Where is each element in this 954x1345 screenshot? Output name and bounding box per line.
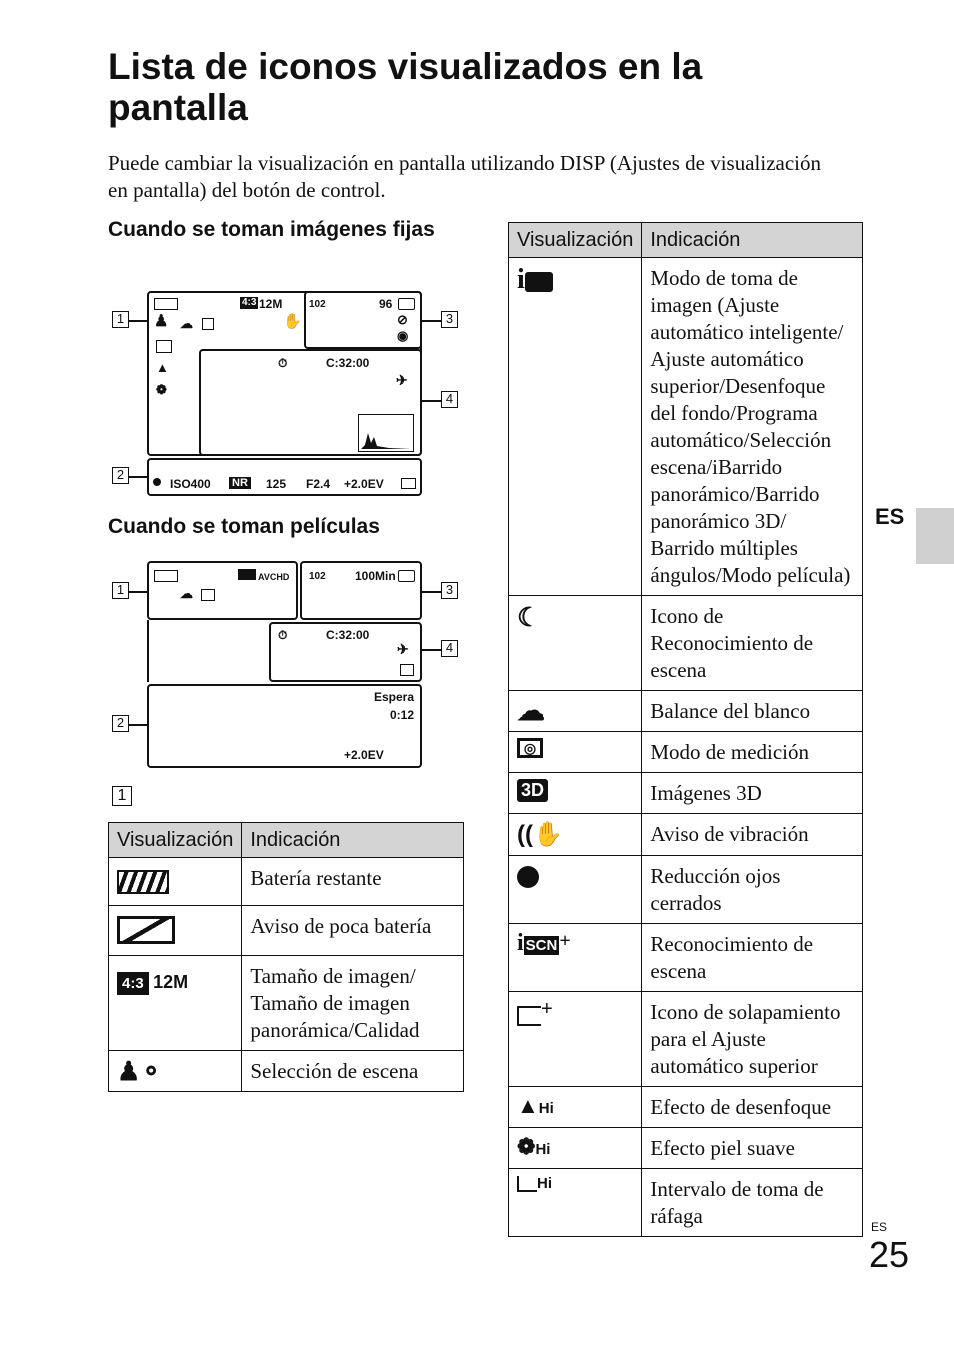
page-number: 25 [869, 1234, 910, 1275]
memory-card-icon [398, 570, 415, 582]
defocus-hi-label: Hi [538, 1100, 554, 1117]
folder-number: 102 [309, 299, 326, 310]
cloud-icon: ☁ [180, 316, 193, 331]
leader-line [129, 724, 147, 726]
leader-line [422, 320, 441, 322]
icon-cell [509, 691, 642, 732]
scene-selection-icon: ♟ [154, 313, 169, 330]
indication-text: Icono de Reconocimiento de escena [642, 596, 863, 691]
scene-selection-icon: ♟⚬ [117, 1056, 163, 1086]
histogram-graph [359, 415, 413, 451]
battery-full-icon [117, 870, 169, 894]
leader-line [129, 476, 147, 478]
folder-number: 102 [309, 571, 326, 582]
icon-cell [109, 956, 242, 1051]
section-label: 1 [112, 786, 132, 806]
steady-shot-icon [400, 664, 414, 676]
movie-timecode: C:32:00 [326, 628, 370, 642]
aspect-badge: 4:3 [242, 297, 257, 308]
vibration-icon: ✋ [283, 313, 302, 330]
callout-1: 1 [112, 311, 129, 328]
callout-3: 3 [441, 582, 458, 599]
side-tab-label: ES [875, 504, 905, 529]
callout-2: 2 [112, 715, 129, 732]
indication-text: Batería restante [242, 858, 464, 906]
leader-line [422, 400, 441, 402]
self-timer-icon: ⏱ [278, 628, 288, 642]
table-row [509, 1169, 863, 1237]
table-row [509, 773, 863, 814]
movie-frame-edge [147, 620, 149, 682]
remaining-time: 100Min [355, 569, 396, 583]
defocus-effect-icon: ▲Hi [517, 1093, 554, 1118]
indication-text: Selección de escena [242, 1051, 464, 1092]
movie-heading: Cuando se toman películas [108, 515, 380, 538]
header-display: Visualización [109, 823, 242, 858]
icon-cell [509, 773, 642, 814]
self-timer-icon: ⏱ [278, 356, 288, 370]
still-heading: Cuando se toman imágenes fijas [108, 218, 435, 241]
metering-icon [201, 589, 215, 601]
scene-recognition-icon: i SCN + [517, 930, 571, 956]
header-indication: Indicación [642, 223, 863, 258]
indication-text: Balance del blanco [642, 691, 863, 732]
table-row [509, 596, 863, 691]
callout-2: 2 [112, 467, 129, 484]
metering-icon: ◎ [517, 738, 543, 758]
overlap-icon [517, 1006, 541, 1026]
battery-low-icon [117, 916, 175, 944]
plane-icon: ✈ [397, 641, 409, 657]
icon-cell [509, 1128, 642, 1169]
white-balance-cloud-icon: ☁ [517, 695, 545, 726]
burst-hi-label: Hi [537, 1175, 552, 1192]
table-row [509, 691, 863, 732]
icon-table-right [508, 222, 863, 1237]
leader-line [129, 591, 147, 593]
leader-line [422, 649, 441, 651]
icon-cell [109, 858, 242, 906]
ev-value: +2.0EV [344, 477, 384, 491]
memory-card-icon [398, 298, 415, 310]
leader-line [422, 591, 441, 593]
icon-cell [509, 1087, 642, 1128]
indication-text: Intervalo de toma de ráfaga [642, 1169, 863, 1237]
3d-icon: 3D [517, 779, 548, 802]
rec-dot-icon [153, 478, 161, 486]
table-row [509, 1128, 863, 1169]
icon-cell [509, 924, 642, 992]
iso-value: ISO400 [170, 477, 211, 491]
footer-language: ES [871, 1220, 888, 1234]
indication-text: Aviso de vibración [642, 814, 863, 856]
indication-text: Efecto de desenfoque [642, 1087, 863, 1128]
indication-text: Modo de toma de imagen (Ajuste automático inteligente/ Ajuste automático superior/Desenfoque del fondo/Programa automático/Selección escena/iBarrido panorámico/Barrido panorámico 3D/ Barrido múltiples ángulos/Modo película) [642, 258, 863, 596]
shutter-value: 125 [266, 477, 287, 491]
defocus-icon: ▲ [156, 360, 169, 375]
indication-text: Tamaño de imagen/ Tamaño de imagen panorámica/Calidad [242, 956, 464, 1051]
aperture-value: F2.4 [306, 477, 331, 491]
metering-small-icon [401, 478, 416, 489]
red-eye-icon: ◉ [397, 328, 409, 343]
flash-icon: ⊘ [397, 312, 408, 327]
still-timecode: C:32:00 [326, 356, 370, 370]
header-display: Visualización [509, 223, 642, 258]
cloud-icon: ☁ [180, 586, 193, 601]
icon-cell [509, 814, 642, 856]
fh-badge-icon [238, 569, 256, 580]
table-row [509, 856, 863, 924]
page-title: Lista de iconos visualizados en la pantalla [108, 46, 703, 128]
soft-skin-icon: ❁Hi [517, 1134, 551, 1159]
callout-3: 3 [441, 311, 458, 328]
leader-line [129, 320, 147, 322]
vibration-warning-icon: ((✋ [517, 821, 563, 848]
soft-skin-icon: ❁ [156, 382, 167, 397]
battery-icon [154, 298, 178, 310]
callout-1: 1 [112, 582, 129, 599]
icon-cell [509, 856, 642, 924]
scn-badge: SCN [525, 937, 558, 954]
movie-ev: +2.0EV [344, 748, 384, 762]
shooting-mode-icon: i [517, 264, 553, 295]
movie-elapsed: 0:12 [390, 708, 415, 722]
table-row [509, 258, 863, 596]
indication-text: Reducción ojos cerrados [642, 856, 863, 924]
table-row [109, 858, 464, 906]
indication-text: Icono de solapamiento para el Ajuste automático superior [642, 992, 863, 1087]
indication-text: Efecto piel suave [642, 1128, 863, 1169]
callout-4: 4 [441, 640, 458, 657]
overlap-icon [156, 340, 172, 353]
table-row [509, 992, 863, 1087]
side-tab-marker [916, 508, 954, 564]
remaining-count: 96 [379, 297, 393, 311]
moon-icon: ☾ [517, 602, 541, 632]
indication-text: Modo de medición [642, 732, 863, 773]
icon-cell [509, 596, 642, 691]
image-size-aspect: 4:3 [117, 972, 149, 995]
indication-text: Imágenes 3D [642, 773, 863, 814]
soft-skin-hi-label: Hi [535, 1141, 551, 1158]
intro-paragraph: Puede cambiar la visualización en pantalla utilizando DISP (Ajustes de visualización en pantalla) del botón de control. [108, 151, 822, 202]
histogram [358, 414, 414, 452]
nr-badge: NR [229, 477, 251, 489]
icon-cell: + [509, 992, 642, 1087]
icon-table-left [108, 822, 464, 1092]
plane-icon: ✈ [396, 372, 408, 388]
icon-cell [509, 732, 642, 773]
header-indication: Indicación [242, 823, 464, 858]
metering-icon [202, 318, 214, 330]
movie-status: Espera [374, 690, 415, 704]
table-row [109, 1051, 464, 1092]
movie-format: AVCHD [258, 572, 290, 582]
indication-text: Aviso de poca batería [242, 906, 464, 956]
icon-cell [509, 258, 642, 596]
table-row [109, 956, 464, 1051]
table-row [509, 814, 863, 856]
closed-eyes-icon [517, 866, 539, 888]
indication-text: Reconocimiento de escena [642, 924, 863, 992]
table-row [509, 924, 863, 992]
image-size-text: 12M [259, 297, 283, 311]
icon-cell [509, 1169, 642, 1237]
icon-cell [109, 1051, 242, 1092]
callout-4: 4 [441, 391, 458, 408]
burst-interval-icon [517, 1175, 552, 1192]
image-size-value: 12M [153, 972, 189, 992]
image-size-icon [117, 972, 188, 993]
table-row [509, 732, 863, 773]
icon-cell [109, 906, 242, 956]
table-row [509, 1087, 863, 1128]
battery-icon [154, 570, 178, 582]
table-row [109, 906, 464, 956]
